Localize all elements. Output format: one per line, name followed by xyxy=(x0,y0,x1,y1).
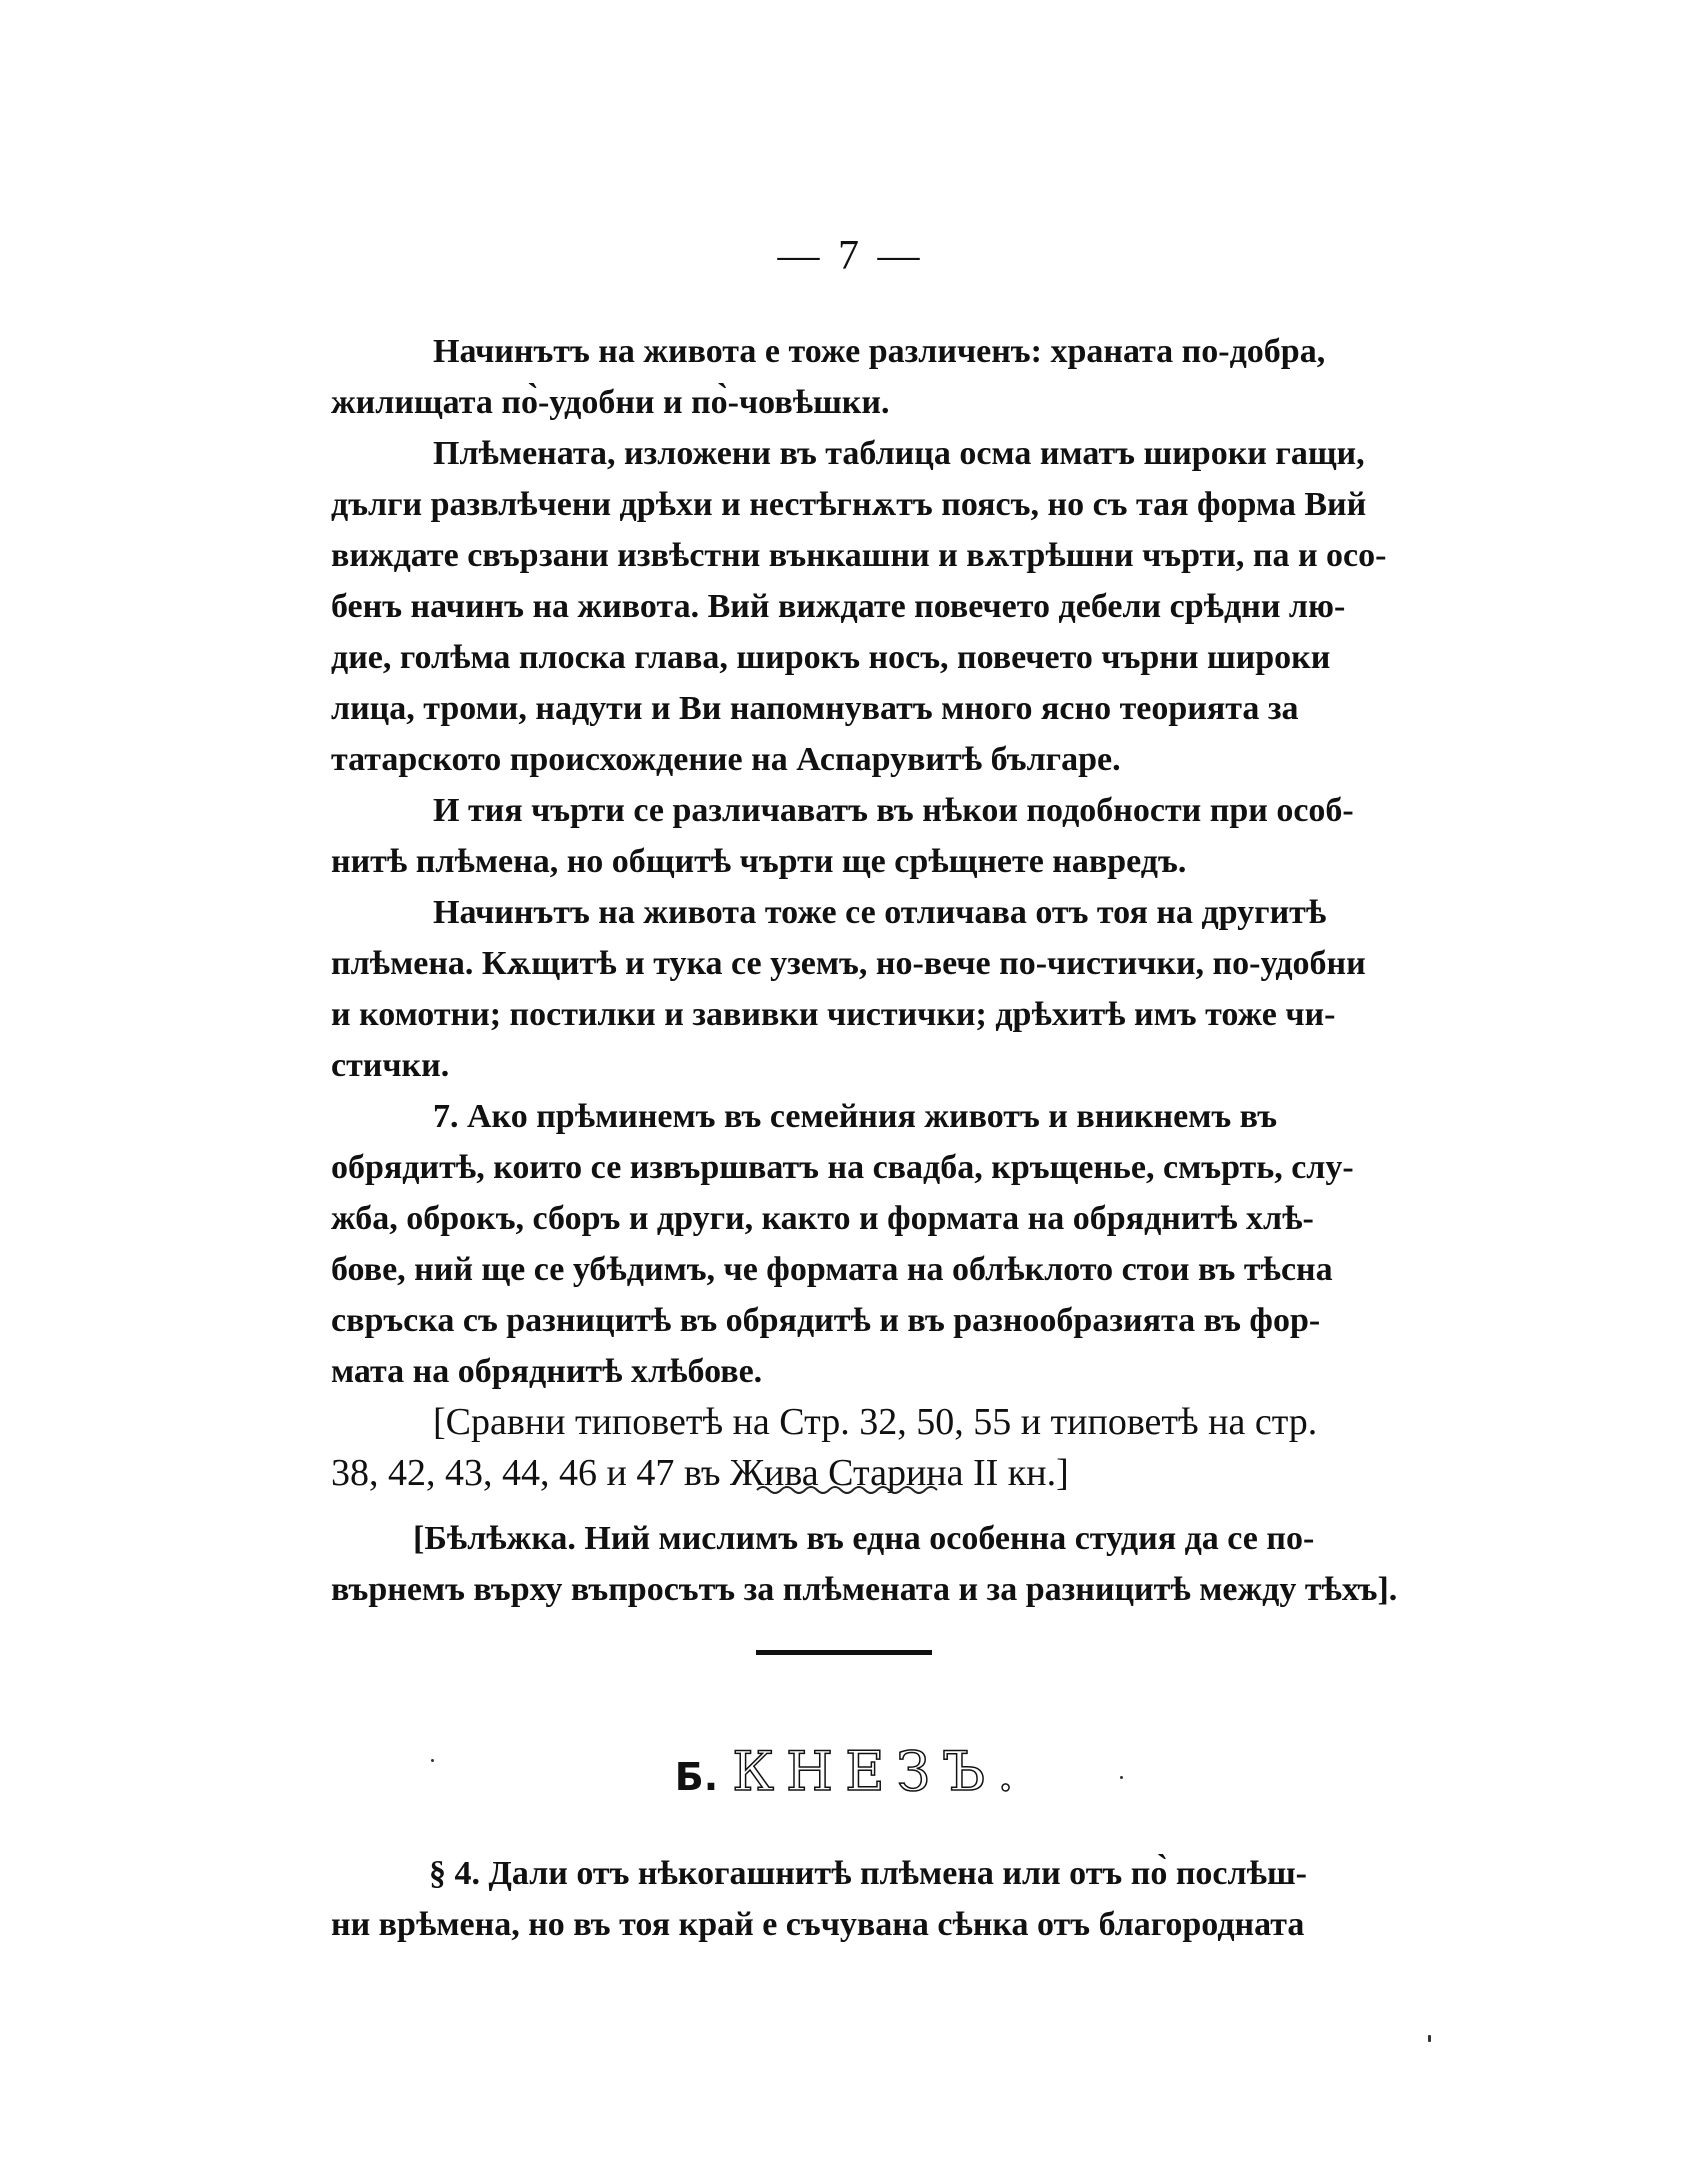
paragraph-line: дие, голѣма плоска глава, широкъ носъ, повечето чърни широки xyxy=(331,639,1331,676)
paragraph-line: дълги развлѣчени дрѣхи и нестѣгнѫтъ поясъ, но съ тая форма Вий xyxy=(331,486,1367,523)
paragraph-line: 38, 42, 43, 44, 46 и 47 въ Жива Старина II кн.] xyxy=(331,1452,1069,1494)
paragraph-line: плѣмена. Кѫщитѣ и тука се уземъ, но-вече по-чистички, по-удобни xyxy=(331,945,1366,982)
page-number: — 7 — xyxy=(777,233,924,279)
paragraph-5 xyxy=(331,1091,1354,1397)
paragraph-line: [Сравни типоветѣ на Стр. 32, 50, 55 и типоветѣ на стр. xyxy=(433,1401,1318,1443)
paragraph-line: и комотни; постилки и завивки чистички; дрѣхитѣ имъ тоже чи- xyxy=(331,996,1336,1033)
section-paragraph xyxy=(331,1848,1351,1950)
paragraph-line: И тия чърти се различаватъ въ нѣкои подобности при особ- xyxy=(433,792,1354,829)
section-heading xyxy=(0,1740,1701,1803)
scan-speck xyxy=(1120,1776,1123,1779)
paragraph-line: татарското происхождение на Аспарувитѣ българе. xyxy=(331,741,1121,778)
paragraph-line: Начинътъ на живота е тоже различенъ: храната по-добра, xyxy=(433,333,1326,370)
note-block xyxy=(331,1513,1398,1615)
section-divider xyxy=(756,1650,932,1655)
paragraph-line: лица, троми, надути и Ви напомнуватъ много ясно теорията за xyxy=(331,690,1299,727)
paragraph-2 xyxy=(331,428,1387,785)
paragraph-line: виждате свързани извѣстни вънкашни и вѫтрѣшни чърти, па и осо- xyxy=(331,537,1387,574)
paragraph-line: свръска съ разницитѣ въ обрядитѣ и въ разнообразията въ фор- xyxy=(331,1302,1321,1339)
paragraph-line: ни врѣмена, но въ тоя край е съчувана сѣнка отъ благородната xyxy=(331,1906,1305,1943)
paragraph-line: мата на обряднитѣ хлѣбове. xyxy=(331,1353,763,1390)
paragraph-line: обрядитѣ, които се извършватъ на свадба, кръщенье, смърть, слу- xyxy=(331,1149,1354,1186)
paragraph-line: § 4. Дали отъ нѣкогашнитѣ плѣмена или отъ по̀ послѣш- xyxy=(429,1855,1308,1892)
paragraph-4 xyxy=(331,887,1366,1091)
paragraph-line: бове, ний ще се убѣдимъ, че формата на облѣклото стои въ тѣсна xyxy=(331,1251,1333,1288)
section-letter: Б. xyxy=(674,1755,719,1799)
paragraph-line: жба, оброкъ, сборъ и други, както и формата на обряднитѣ хлѣ- xyxy=(331,1200,1314,1237)
scan-speck xyxy=(1428,2035,1431,2042)
paragraph-3 xyxy=(331,785,1354,887)
note-line: върнемъ върху въпросътъ за плѣмената и за разницитѣ между тѣхъ]. xyxy=(331,1571,1398,1608)
paragraph-line: стички. xyxy=(331,1047,450,1084)
scan-speck xyxy=(431,1759,434,1762)
paragraph-line: Плѣмената, изложени въ таблица осма иматъ широки гащи, xyxy=(433,435,1365,472)
section-title: КНЕЗЪ. xyxy=(732,1740,1027,1803)
wavy-separator xyxy=(755,1480,945,1500)
paragraph-line: нитѣ плѣмена, но общитѣ чърти ще срѣщнете навредъ. xyxy=(331,843,1187,880)
paragraph-line: бенъ начинъ на живота. Вий виждате повечето дебели срѣдни лю- xyxy=(331,588,1346,625)
paragraph-line: Начинътъ на живота тоже се отличава отъ тоя на другитѣ xyxy=(433,894,1327,931)
paragraph-1 xyxy=(331,326,1351,428)
paragraph-line: 7. Ако прѣминемъ въ семейния животъ и вникнемъ въ xyxy=(433,1098,1278,1135)
paragraph-line: жилищата по̀-удобни и по̀-човѣшки. xyxy=(331,384,890,421)
note-line: [Бѣлѣжка. Ний мислимъ въ една особенна студия да се по- xyxy=(413,1520,1315,1557)
